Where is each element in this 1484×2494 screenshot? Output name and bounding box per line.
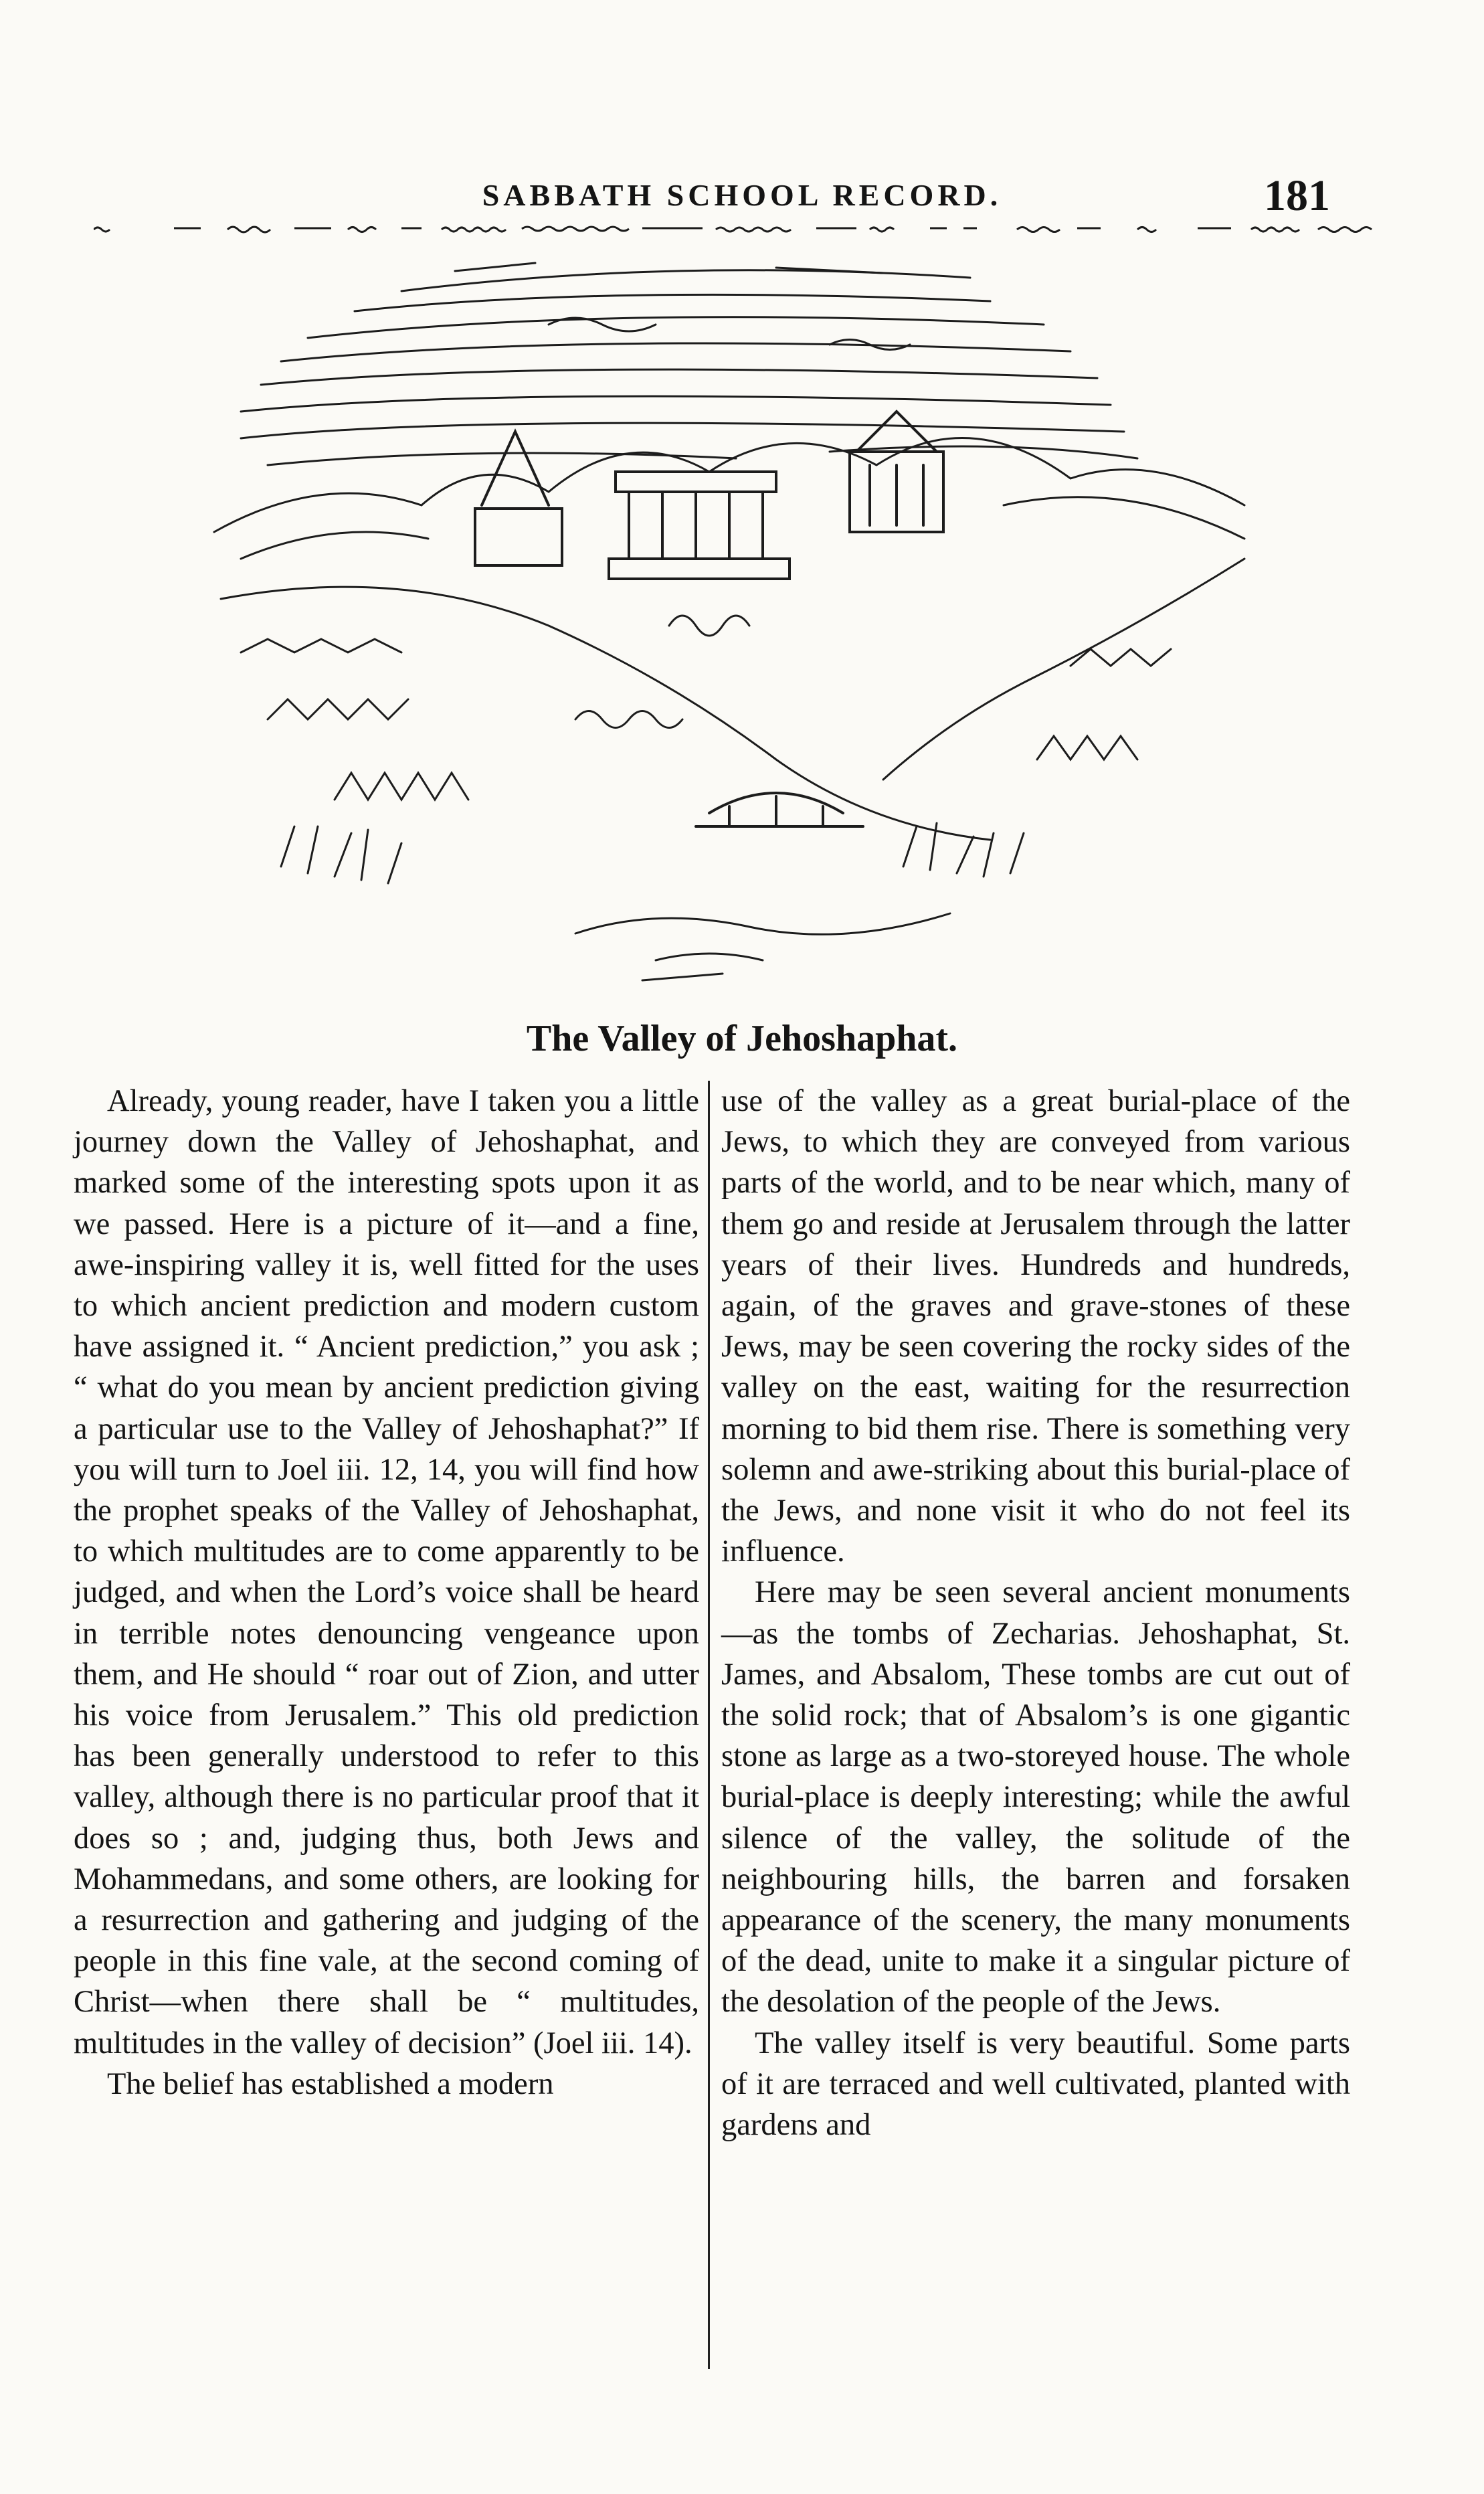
left-paragraph-2: The belief has established a modern	[107, 2066, 554, 2101]
page-number: 181	[1264, 171, 1330, 220]
valley-slopes	[221, 559, 1244, 840]
temple-tomb	[609, 472, 790, 579]
valley-engraving	[201, 251, 1291, 997]
right-paragraph-2: Here may be seen several ancient monuments—as the tombs of Zecharias. Jehoshaphat, St. James, and Absalom, These tombs are cut out of the solid rock; that of Absalom’s is one gigantic stone as large as a two-storeyed house. The whole burial-place is deeply interesting; while the awful silence of the valley, the solitude of the neighbouring hills, the barren and forsaken appearance of the scenery, the many monuments of the dead, unite to make it a singular picture of the desolation of the people of the Jews.	[721, 1575, 1350, 2020]
illustration-caption: The Valley of Jehoshaphat.	[526, 1018, 958, 1059]
column-divider	[708, 1081, 710, 2369]
bridge	[696, 793, 863, 826]
running-title: SABBATH SCHOOL RECORD.	[482, 178, 1002, 212]
left-paragraph-1: Already, young reader, have I taken you a little journey down the Valley of Jehoshaphat, and marked some of the interesting spots upon it as we passed. Here is a picture of it—and a fine, awe-inspiring valley it is, well fitted for the uses to which ancient prediction and modern custom have assigned it. “ Ancient prediction,” you ask ; “ what do you mean by ancient prediction giving a particular use to the Valley of Jehoshaphat?” If you will turn to Joel iii. 12, 14, you will find how the prophet speaks of the Valley of Jehoshaphat, to which multitudes are to come apparently to be judged, and when the Lord’s voice shall be heard in terrible notes denouncing vengeance upon them, and He should “ roar out of Zion, and utter his voice from Jerusalem.” This old prediction has been generally understood to refer to this valley, although there is no particular proof that it does so ; and, judging thus, both Jews and Mohammedans, and some others, are looking for a resurrection and gathering and judging of the people in this fine vale, at the second coming of Christ—when there shall be “ multitudes, multitudes in the valley of decision” (Joel iii. 14).	[74, 1084, 699, 2060]
pyramid-tomb	[475, 432, 562, 565]
sky-clouds	[241, 263, 1137, 465]
right-column	[721, 1081, 1350, 2145]
right-paragraph-1: use of the valley as a great burial-place of the Jews, to which they are conveyed from various parts of the world, and to be near which, many of them go and reside at Jerusalem through the latter years of their lives. Hundreds and hundreds, again, of the graves and grave-stones of these Jews, may be seen covering the rocky sides of the valley on the east, waiting for the resurrection morning to bid them rise. There is something very solemn and awe-striking about this burial-place of the Jews, and none visit it who do not feel its influence.	[721, 1084, 1350, 1569]
left-column	[74, 1081, 699, 2105]
foreground-brush	[281, 823, 1024, 980]
absalom-tomb	[850, 412, 943, 532]
right-paragraph-3: The valley itself is very beautiful. Some parts of it are terraced and well cultivated, planted with gardens and	[721, 2026, 1350, 2143]
running-head	[0, 171, 1484, 224]
header-rule	[94, 217, 1385, 238]
